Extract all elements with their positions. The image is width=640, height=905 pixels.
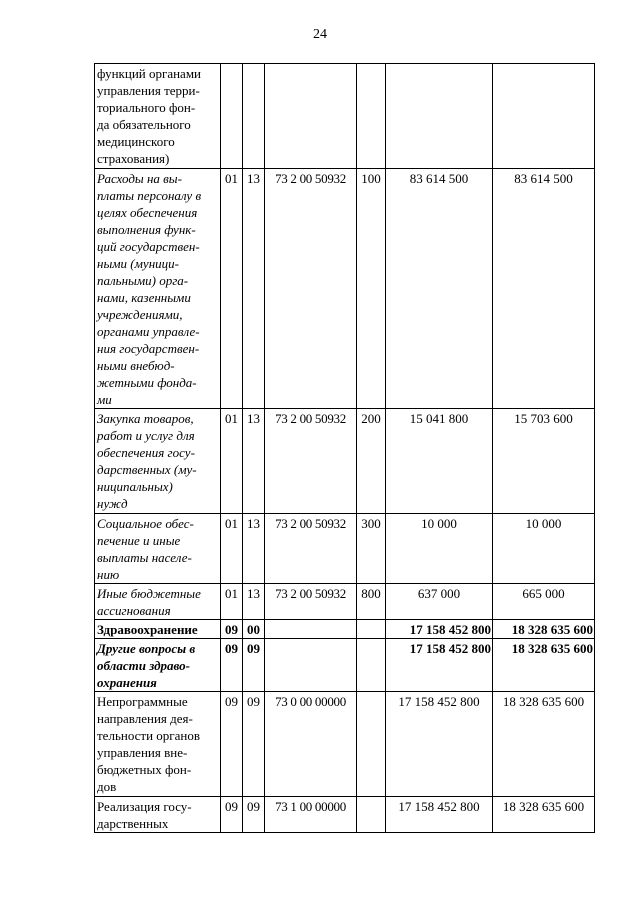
row-name [95,620,221,639]
row-name-line: Непрограммные [97,694,188,709]
row-name-line: ций государствен- [97,239,200,254]
row-name-line: печение и иные [97,533,181,548]
row-name-line: области здраво- [97,658,191,673]
table-row [95,409,595,514]
budget-table-body [95,64,595,833]
row-name-line: ными внебюд- [97,358,175,373]
table-row [95,64,595,169]
table-row [95,692,595,797]
amount-year-2: 83 614 500 [493,169,595,409]
subsection-code [243,64,265,169]
section-code: 09 [221,692,243,797]
row-name [95,409,221,514]
section-code: 01 [221,584,243,620]
row-name-line: ния государствен- [97,341,200,356]
section-code: 01 [221,514,243,584]
row-name-line: выплаты населе- [97,550,192,565]
subsection-code: 13 [243,584,265,620]
row-name-line: охранения [97,675,157,690]
row-name-line: ниципальных) [97,479,173,494]
row-name-line: нами, казенными [97,290,191,305]
subsection-code: 09 [243,797,265,833]
row-name-line: жетными фонда- [97,375,197,390]
expense-type-code: 300 [357,514,386,584]
row-name [95,514,221,584]
row-name [95,639,221,692]
table-row [95,169,595,409]
row-name-line: учреждениями, [97,307,183,322]
expense-type-code: 200 [357,409,386,514]
row-name-line: Расходы на вы- [97,171,182,186]
amount-year-1: 17 158 452 800 [386,620,493,639]
target-article-code: 73 1 00 00000 [265,797,357,833]
amount-year-2: 10 000 [493,514,595,584]
amount-year-2: 15 703 600 [493,409,595,514]
amount-year-1: 10 000 [386,514,493,584]
amount-year-2: 18 328 635 600 [493,797,595,833]
section-code: 09 [221,620,243,639]
row-name-line: ториального фон- [97,100,196,115]
expense-type-code [357,692,386,797]
amount-year-1 [386,64,493,169]
row-name-line: ными (муници- [97,256,179,271]
expense-type-code [357,639,386,692]
target-article-code [265,64,357,169]
row-name-line: целях обеспечения [97,205,198,220]
section-code [221,64,243,169]
row-name-line: дарственных (му- [97,462,197,477]
row-name [95,169,221,409]
amount-year-1: 637 000 [386,584,493,620]
row-name-line: направления дея- [97,711,193,726]
row-name-line: работ и услуг для [97,428,195,443]
table-row [95,514,595,584]
table-row [95,797,595,833]
row-name-line: да обязательного [97,117,191,132]
target-article-code: 73 2 00 50932 [265,169,357,409]
row-name-line: управления вне- [97,745,188,760]
target-article-code [265,639,357,692]
section-code: 01 [221,409,243,514]
subsection-code: 00 [243,620,265,639]
target-article-code: 73 2 00 50932 [265,514,357,584]
amount-year-2: 665 000 [493,584,595,620]
row-name-line: Закупка товаров, [97,411,194,426]
amount-year-2: 18 328 635 600 [493,639,595,692]
row-name-line: платы персоналу в [97,188,202,203]
row-name-line: управления терри- [97,83,200,98]
row-name-line: органами управле- [97,324,200,339]
row-name [95,797,221,833]
subsection-code: 09 [243,692,265,797]
amount-year-2: 18 328 635 600 [493,620,595,639]
expense-type-code [357,620,386,639]
amount-year-1: 17 158 452 800 [386,692,493,797]
target-article-code: 73 0 00 00000 [265,692,357,797]
row-name-line: ми [97,392,112,407]
row-name-line: бюджетных фон- [97,762,192,777]
subsection-code: 13 [243,169,265,409]
amount-year-1: 17 158 452 800 [386,797,493,833]
row-name [95,64,221,169]
row-name-line: обеспечения госу- [97,445,195,460]
budget-table [94,63,595,833]
row-name-line: дарственных [97,816,169,831]
section-code: 01 [221,169,243,409]
amount-year-2: 18 328 635 600 [493,692,595,797]
section-code: 09 [221,639,243,692]
subsection-code: 13 [243,409,265,514]
amount-year-1: 17 158 452 800 [386,639,493,692]
amount-year-1: 83 614 500 [386,169,493,409]
row-name-line: нужд [97,496,128,511]
section-code: 09 [221,797,243,833]
row-name-line: выполнения функ- [97,222,196,237]
row-name [95,692,221,797]
table-row [95,620,595,639]
row-name-line: Социальное обес- [97,516,194,531]
subsection-code: 13 [243,514,265,584]
row-name-line: страхования) [97,151,170,166]
page-number: 24 [313,27,327,42]
row-name-line: Реализация госу- [97,799,192,814]
row-name-line: пальными) орга- [97,273,189,288]
row-name-line: медицинского [97,134,175,149]
row-name-line: функций органами [97,66,202,81]
row-name-line: ассигнования [97,603,171,618]
target-article-code [265,620,357,639]
expense-type-code [357,797,386,833]
row-name-line: Здравоохранение [97,622,198,637]
row-name-line: нию [97,567,120,582]
expense-type-code: 800 [357,584,386,620]
expense-type-code [357,64,386,169]
row-name-line: Другие вопросы в [97,641,196,656]
table-row [95,584,595,620]
subsection-code: 09 [243,639,265,692]
target-article-code: 73 2 00 50932 [265,584,357,620]
table-row [95,639,595,692]
row-name-line: тельности органов [97,728,201,743]
expense-type-code: 100 [357,169,386,409]
amount-year-1: 15 041 800 [386,409,493,514]
row-name [95,584,221,620]
amount-year-2 [493,64,595,169]
target-article-code: 73 2 00 50932 [265,409,357,514]
row-name-line: Иные бюджетные [97,586,201,601]
row-name-line: дов [97,779,117,794]
